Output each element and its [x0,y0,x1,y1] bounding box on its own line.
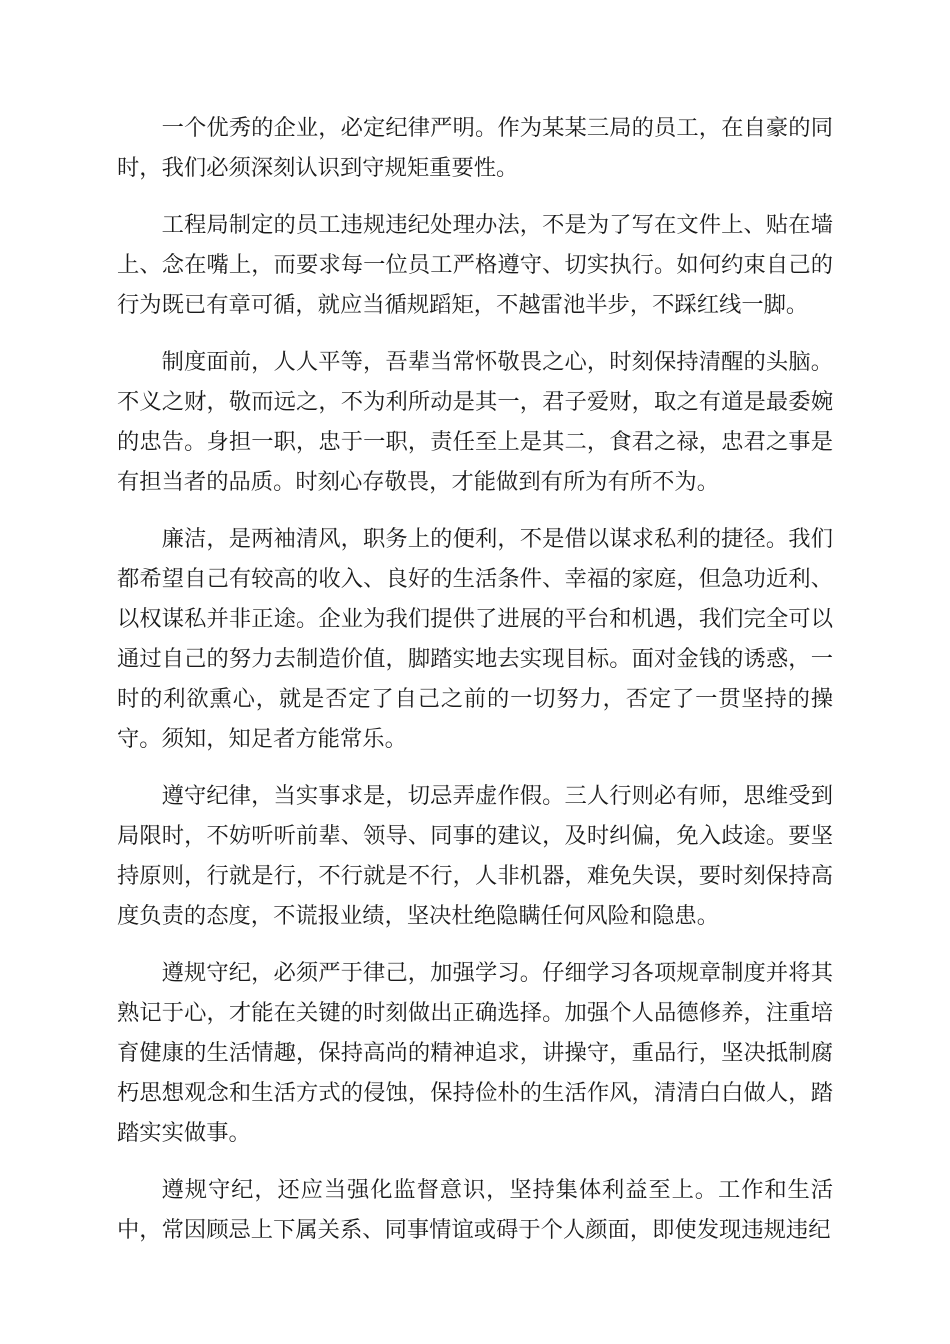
paragraph-6: 遵规守纪，必须严于律己，加强学习。仔细学习各项规章制度并将其熟记于心，才能在关键的时刻做出正确选择。加强个人品德修养，注重培育健康的生活情趣，保持高尚的精神追求，讲操守，重品行，坚决抵制腐朽思想观念和生活方式的侵蚀，保持俭朴的生活作风，清清白白做人，踏踏实实做事。 [117,960,833,1146]
paragraph-1: 一个优秀的企业，必定纪律严明。作为某某三局的员工，在自豪的同时，我们必须深刻认识到守规矩重要性。 [117,115,833,181]
paragraph-2: 工程局制定的员工违规违纪处理办法，不是为了写在文件上、贴在墙上、念在嘴上，而要求每一位员工严格遵守、切实执行。如何约束自己的行为既已有章可循，就应当循规蹈矩，不越雷池半步，不踩红线一脚。 [117,212,833,318]
document-body [117,108,833,1267]
paragraph-5: 遵守纪律，当实事求是，切忌弄虚作假。三人行则必有师，思维受到局限时，不妨听听前辈、领导、同事的建议，及时纠偏，免入歧途。要坚持原则，行就是行，不行就是不行，人非机器，难免失误，要时刻保持高度负责的态度，不谎报业绩，坚决杜绝隐瞒任何风险和隐患。 [117,783,833,929]
paragraph-7: 遵规守纪，还应当强化监督意识，坚持集体利益至上。工作和生活中，常因顾忌上下属关系、同事情谊或碍于个人颜面，即使发现违规违纪 [117,1177,833,1243]
paragraph-4: 廉洁，是两袖清风，职务上的便利，不是借以谋求私利的捷径。我们都希望自己有较高的收入、良好的生活条件、幸福的家庭，但急功近利、以权谋私并非正途。企业为我们提供了进展的平台和机遇，我们完全可以通过自己的努力去制造价值，脚踏实地去实现目标。面对金钱的诱惑，一时的利欲熏心，就是否定了自己之前的一切努力，否定了一贯坚持的操守。须知，知足者方能常乐。 [117,526,833,752]
paragraph-3: 制度面前，人人平等，吾辈当常怀敬畏之心，时刻保持清醒的头脑。不义之财，敬而远之，不为利所动是其一，君子爱财，取之有道是最委婉的忠告。身担一职，忠于一职，责任至上是其二，食君之禄，忠君之事是有担当者的品质。时刻心存敬畏，才能做到有所为有所不为。 [117,349,833,495]
